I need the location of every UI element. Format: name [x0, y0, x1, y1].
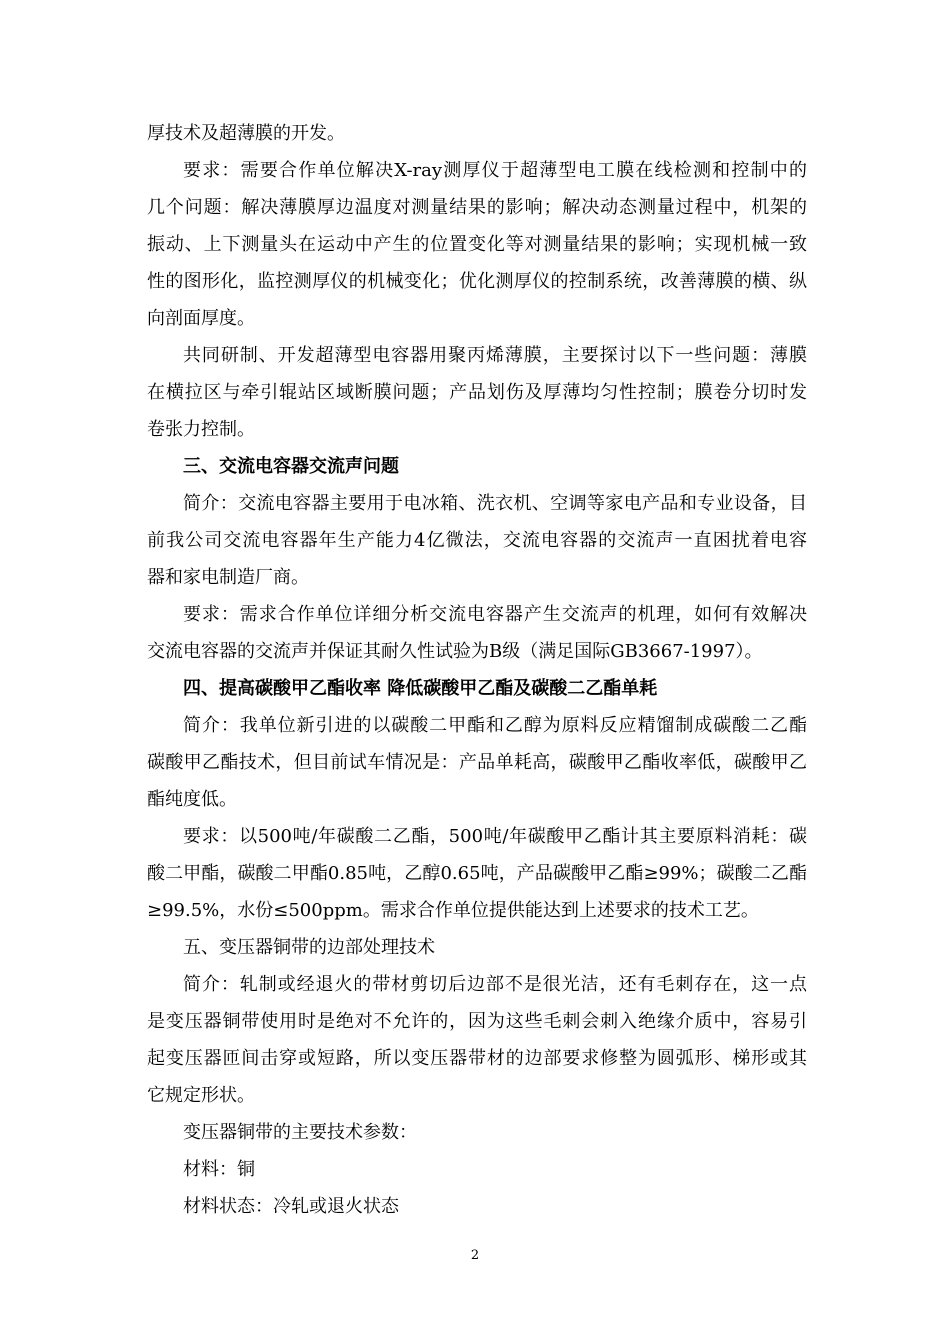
text-line: 材料状态：冷轧或退火状态: [183, 1196, 399, 1217]
text-line: 要求：需求合作单位详细分析交流电容器产生交流声的机理，如何有效解决: [183, 604, 807, 625]
text-line: 简介：交流电容器主要用于电冰箱、洗衣机、空调等家电产品和专业设备，目: [183, 493, 807, 514]
text-line: 简介：轧制或经退火的带材剪切后边部不是很光洁，还有毛刺存在，这一点: [183, 974, 807, 995]
section-heading: 五、变压器铜带的边部处理技术: [183, 937, 435, 958]
section-heading: 四、提高碳酸甲乙酯收率 降低碳酸甲乙酯及碳酸二乙酯单耗: [183, 678, 658, 699]
text-line: 共同研制、开发超薄型电容器用聚丙烯薄膜，主要探讨以下一些问题：薄膜: [183, 345, 807, 366]
section-heading: 三、交流电容器交流声问题: [183, 456, 399, 477]
text-line: 是变压器铜带使用时是绝对不允许的，因为这些毛刺会刺入绝缘介质中，容易引: [147, 1011, 807, 1032]
text-line: 酯纯度低。: [147, 789, 237, 810]
page-number: 2: [470, 1248, 480, 1263]
text-line: 向剖面厚度。: [147, 308, 255, 329]
text-line: 起变压器匝间击穿或短路，所以变压器带材的边部要求修整为圆弧形、梯形或其: [147, 1048, 807, 1069]
text-line: 要求：以500吨/年碳酸二乙酯，500吨/年碳酸甲乙酯计其主要原料消耗：碳: [183, 826, 807, 847]
text-line: 它规定形状。: [147, 1085, 255, 1106]
text-line: 器和家电制造厂商。: [147, 567, 309, 588]
text-line: 交流电容器的交流声并保证其耐久性试验为B级（满足国际GB3667-1997）。: [147, 641, 763, 662]
text-line: 简介：我单位新引进的以碳酸二甲酯和乙醇为原料反应精馏制成碳酸二乙酯: [183, 715, 807, 736]
text-line: 振动、上下测量头在运动中产生的位置变化等对测量结果的影响；实现机械一致: [147, 234, 807, 255]
text-line: 要求：需要合作单位解决X-ray测厚仪于超薄型电工膜在线检测和控制中的: [183, 160, 807, 181]
text-line: 卷张力控制。: [147, 419, 255, 440]
text-line: 碳酸甲乙酯技术，但目前试车情况是：产品单耗高，碳酸甲乙酯收率低，碳酸甲乙: [147, 752, 807, 773]
text-line: 材料：铜: [183, 1159, 255, 1180]
text-line: 在横拉区与牵引辊站区域断膜问题；产品划伤及厚薄均匀性控制；膜卷分切时发: [147, 382, 807, 403]
text-line: 前我公司交流电容器年生产能力4亿微法，交流电容器的交流声一直困扰着电容: [147, 530, 807, 551]
text-line: 几个问题：解决薄膜厚边温度对测量结果的影响；解决动态测量过程中，机架的: [147, 197, 807, 218]
text-line: 性的图形化，监控测厚仪的机械变化；优化测厚仪的控制系统，改善薄膜的横、纵: [147, 271, 807, 292]
text-line: ≥99.5%，水份≤500ppm。需求合作单位提供能达到上述要求的技术工艺。: [147, 900, 759, 921]
text-line: 变压器铜带的主要技术参数：: [183, 1122, 417, 1143]
text-line: 厚技术及超薄膜的开发。: [147, 123, 345, 144]
text-line: 酸二甲酯，碳酸二甲酯0.85吨，乙醇0.65吨，产品碳酸甲乙酯≥99%；碳酸二乙酯: [147, 863, 807, 884]
